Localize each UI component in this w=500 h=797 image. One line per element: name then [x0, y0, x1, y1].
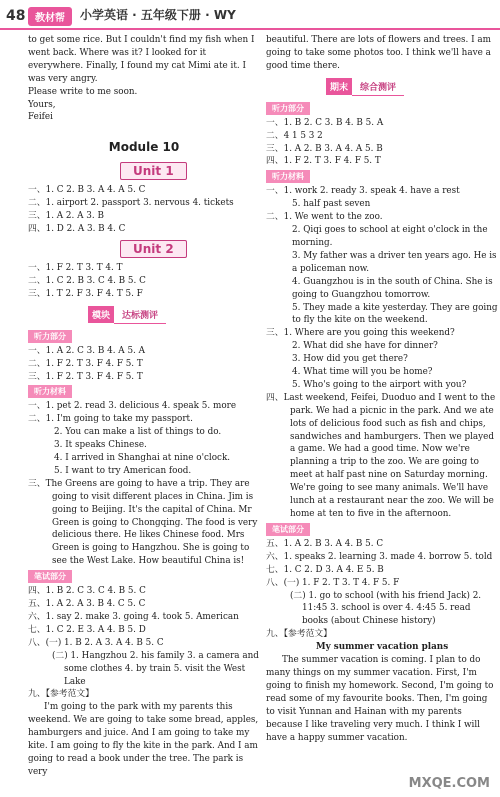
letter-line: Please write to me soon. — [28, 86, 138, 97]
answer-line: 三、1. T 2. F 3. F 4. T 5. F — [28, 288, 143, 299]
answer-line: 二、4 1 5 3 2 — [266, 130, 323, 141]
answer-line: 三、1. A 2. B 3. A 4. A 5. B — [266, 143, 383, 154]
essay-continuation: beautiful. There are lots of flowers and trees. I am going to take some photos too. I think we'll have a good time there. — [266, 35, 491, 71]
left-column — [28, 34, 260, 779]
answer-line: 二、1. airport 2. passport 3. nervous 4. tickets — [28, 198, 234, 209]
unit1-label: Unit 1 — [120, 162, 187, 180]
written-section-label: 笔试部分 — [28, 570, 72, 583]
right-column — [266, 34, 498, 744]
answer-line: 三、1. F 2. T 3. F 4. F 5. T — [28, 371, 143, 382]
material-line: 二、1. I'm going to take my passport. — [28, 414, 193, 425]
answer-line: 一、1. C 2. B 3. A 4. A 5. C — [28, 185, 146, 196]
letter-line: to get some rice. But I couldn't find my fish when I — [28, 35, 255, 45]
material-line: 一、1. work 2. ready 3. speak 4. have a rest — [266, 186, 460, 197]
answer-line: 一、1. B 2. C 3. B 4. B 5. A — [266, 117, 384, 128]
answer-line: 七、1. C 2. E 3. A 4. B 5. D — [28, 624, 146, 635]
material-section-label: 听力材料 — [28, 385, 72, 398]
answer-line: 一、1. A 2. C 3. B 4. A 5. A — [28, 345, 145, 356]
band-label-b: 达标测评 — [114, 306, 166, 324]
answer-line: 一、1. F 2. T 3. T 4. T — [28, 262, 123, 273]
book-title: 小学英语 · 五年级下册 · WY — [80, 8, 236, 22]
letter-line: Yours, — [28, 99, 56, 110]
material-line: 3. It speaks Chinese. — [54, 440, 147, 451]
essay-title: My summer vacation plans — [315, 642, 449, 653]
material-line: 2. What did she have for dinner? — [292, 341, 438, 352]
answer-line: 五、1. A 2. A 3. B 4. C 5. C — [28, 599, 146, 610]
final-test-band — [326, 78, 404, 96]
material-line: 3. My father was a driver ten years ago. He is a policeman now. — [292, 250, 497, 274]
answer-line: 二、1. C 2. B 3. C 4. B 5. C — [28, 275, 146, 286]
material-line: 3. How did you get there? — [292, 354, 408, 365]
material-line: 5. Who's going to the airport with you? — [292, 379, 467, 390]
letter-line: Feifei — [28, 112, 53, 123]
letter-line: everywhere. Finally, I found my cat Mimi ate it. I — [28, 60, 246, 71]
module-title: Module 10 — [108, 140, 180, 155]
material-line: 一、1. pet 2. read 3. delicious 4. speak 5. more — [28, 401, 237, 412]
answer-line: 五、1. A 2. B 3. A 4. B 5. C — [266, 538, 384, 549]
material-line: 2. Qiqi goes to school at eight o'clock in the morning. — [292, 225, 488, 248]
watermark: MXQE.COM — [408, 776, 490, 791]
essay-label: 九、【参考范文】 — [266, 629, 332, 640]
unit2-label: Unit 2 — [120, 240, 187, 258]
material-line: 4. What time will you be home? — [292, 367, 433, 378]
written-section-label: 笔试部分 — [266, 523, 310, 536]
book-tag: 教材帮 — [28, 7, 72, 26]
band-label-a: 模块 — [88, 306, 114, 323]
material-passage: 三、The Greens are going to have a trip. They are going to visit different places in China. Jim is going to Beijing. It's the capital of China. Mr Green is going to Chongqing. The food is very delicious there. He likes Chinese food. Mrs Green is going to Hangzhou. She is going to see the West Lake. How beautiful China is! — [28, 478, 258, 567]
material-line: 4. I arrived in Shanghai at nine o'clock. — [54, 453, 231, 464]
material-line: 5. half past seven — [292, 199, 371, 210]
page-header — [0, 0, 500, 32]
page-number: 48 — [6, 8, 26, 24]
answer-line: (二) 1. go to school (with his friend Jack) 2. 11:45 3. school is over 4. 4:45 5. read books (about Chinese history) — [290, 590, 482, 627]
listening-section-label: 听力部分 — [266, 102, 310, 115]
answer-line: 八、(一) 1. F 2. T 3. T 4. F 5. F — [266, 577, 400, 588]
material-line: 4. Guangzhou is in the south of China. She is going to Guangzhou tomorrow. — [292, 276, 493, 300]
material-line: 5. They made a kite yesterday. They are going to fly the kite on the weekend. — [292, 302, 498, 326]
module-test-band — [88, 306, 166, 324]
answer-line: 六、1. speaks 2. learning 3. made 4. borrow 5. told — [266, 551, 493, 562]
essay-label: 九、【参考范文】 — [28, 689, 94, 700]
answer-line: 八、(一) 1. B 2. A 3. A 4. B 5. C — [28, 637, 164, 648]
answer-line: 二、1. F 2. T 3. F 4. F 5. T — [28, 358, 143, 369]
material-section-label: 听力材料 — [266, 170, 310, 183]
answer-line: 六、1. say 2. make 3. going 4. took 5. American — [28, 612, 239, 622]
band-label-a: 期末 — [326, 78, 352, 95]
letter-line: went back. Where was it? I looked for it — [28, 47, 207, 58]
letter-line: was very angry. — [28, 73, 98, 84]
answer-line: 七、1. C 2. D 3. A 4. E 5. B — [266, 564, 384, 575]
material-line: 三、1. Where are you going this weekend? — [266, 328, 455, 339]
answer-line: 四、1. B 2. C 3. C 4. B 5. C — [28, 586, 146, 597]
essay-text: I'm going to the park with my parents this weekend. We are going to take some bread, apples, hamburgers and juice. And I am going to take my kite. I am going to fly the kite in the park. And I am going to read a book under the tree. The park is very — [28, 702, 259, 777]
answer-line: 四、1. F 2. T 3. F 4. F 5. T — [266, 156, 381, 167]
answer-line: (二) 1. Hangzhou 2. his family 3. a camera and some clothes 4. by train 5. visit the West Lake — [52, 650, 259, 687]
header-divider — [0, 28, 500, 30]
band-label-b: 综合测评 — [352, 78, 404, 96]
essay-text: The summer vacation is coming. I plan to do many things on my summer vacation. First, I'm going to finish my homework. Second, I'm going to read some of my favourite books. Then, I'm going to visit Yunnan and Hainan with my parents because I like traveling very much. I think I will have a happy summer vacation. — [266, 655, 494, 743]
answer-line: 三、1. A 2. A 3. B — [28, 211, 104, 222]
answer-line: 四、1. D 2. A 3. B 4. C — [28, 224, 126, 235]
material-line: 2. You can make a list of things to do. — [54, 427, 222, 438]
listening-section-label: 听力部分 — [28, 330, 72, 343]
material-line: 5. I want to try American food. — [54, 465, 192, 476]
material-line: 二、1. We went to the zoo. — [266, 212, 383, 223]
material-passage: 四、Last weekend, Feifei, Duoduo and I went to the park. We had a picnic in the park. And we ate lots of delicious food such as fish and chips, sandwiches and hamburgers. Then we played a game. We had a good time. Now we're planning a trip to the zoo. We are going to meet at half past nine on Saturday morning. We're going to see many animals. We'll have lunch at a restaurant near the zoo. We will be home at ten to five in the afternoon. — [266, 392, 496, 519]
